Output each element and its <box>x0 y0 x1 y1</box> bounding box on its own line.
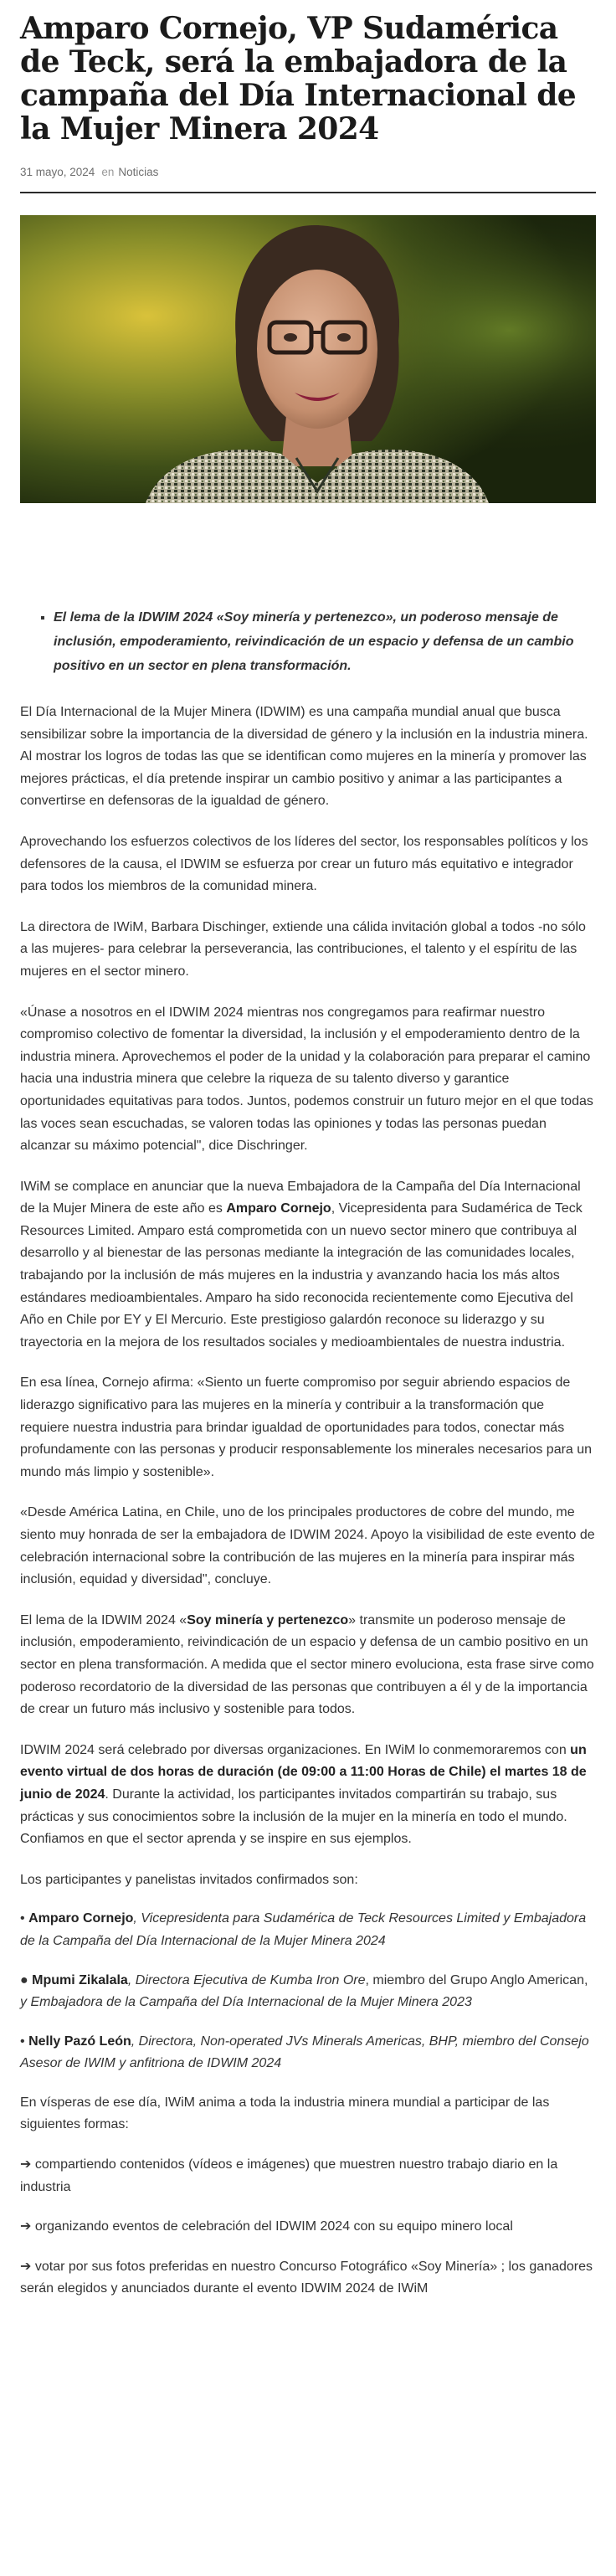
bold-name: Amparo Cornejo <box>226 1201 331 1216</box>
title-divider <box>20 192 596 193</box>
paragraph <box>20 1740 596 1851</box>
text-span: IDWIM 2024 será celebrado por diversas organizaciones. En IWiM lo conmemoraremos con <box>20 1742 571 1757</box>
paragraph <box>20 1176 596 1355</box>
publish-date[interactable]: 31 mayo, 2024 <box>20 166 95 178</box>
paragraph: «Únase a nosotros en el IDWIM 2024 mientras nos congregamos para reafirmar nuestro compromiso colectivo de fomentar la diversidad, la inclusión y el empoderamiento dentro de la industria minera. Aprovechemos el poder de la unidad y la colaboración para preparar el camino hacia una industria minera que celebre la riqueza de su talento diverso y garantice oportunidades equitativas para todos. Juntos, podemos construir un futuro mejor en el que todas las voces sean escuchadas, se valoren todas las opiniones y todas las personas puedan alcanzar su máximo potencial", dice Dischringer. <box>20 1005 593 1154</box>
closing-item <box>20 2215 596 2239</box>
bold-event-details: un evento virtual de dos horas de duración (de 09:00 a 11:00 Horas de Chile) el martes 18 de junio de 2024 <box>20 1742 587 1802</box>
text-span: » transmite un poderoso mensaje de inclusión, empoderamiento, reivindicación de un espacio y defensa de un cambio positivo en un sector en plena transformación. A medida que el sector minero evoluciona, esta frase sirve como poderoso recordatorio de la diversidad de las personas que contribuyen a él y de la importancia de crear un futuro más inclusivo y sostenible para todos. <box>20 1612 594 1717</box>
paragraph: Los participantes y panelistas invitados confirmados son: <box>20 1872 358 1887</box>
participant-item <box>20 2031 596 2075</box>
participant-role: , Directora Ejecutiva de Kumba Iron Ore <box>127 1972 366 1987</box>
paragraph: En esa línea, Cornejo afirma: «Siento un fuerte compromiso por seguir abriendo espacios de liderazgo significativo para las mujeres en la minería y contribuir a la transformación que requiere nuestra industria para brindar igualdad de oportunidades para todos, conectar más profundamente con las personas y producir responsablemente los minerales necesarios para un mundo más limpio y sostenible». <box>20 1375 593 1479</box>
closing-item-text: compartiendo contenidos (vídeos e imágenes) que muestren nuestro trabajo diario en la industria <box>20 2157 558 2194</box>
text-span: . Durante la actividad, los participantes invitados compartirán su trabajo, sus prácticas y sus conocimientos sobre la inclusión de la mujer en la minería en todo el mundo. Confiamos en que el sector aprenda y se inspire en sus ejemplos. <box>20 1787 567 1847</box>
bullet-marker: • <box>20 1911 25 1926</box>
participant-name: Nelly Pazó León <box>28 2034 131 2049</box>
article-meta <box>20 166 596 178</box>
participant-name: Amparo Cornejo <box>28 1911 134 1926</box>
paragraph: En vísperas de ese día, IWiM anima a toda la industria minera mundial a participar de las siguientes formas: <box>20 2095 550 2132</box>
paragraph: El Día Internacional de la Mujer Minera (IDWIM) es una campaña mundial anual que busca sensibilizar sobre la importancia de la diversidad de género y la inclusión en la industria minera. Al mostrar los logros de todas las que se identifican como mujeres en la minería y promover las mejores prácticas, el día pretende inspirar un cambio positivo y animar a las participantes a convertirse en defensoras de la igualdad de género. <box>20 705 588 809</box>
participant-item <box>20 1970 596 2014</box>
hero-portrait-image <box>20 215 596 503</box>
bullet-marker: ● <box>20 1972 28 1987</box>
article-title: Amparo Cornejo, VP Sudamérica de Teck, será la embajadora de la campaña del Día Internacional de la Mujer Minera 2024 <box>20 11 577 147</box>
paragraph <box>20 1610 596 1721</box>
paragraph: Aprovechando los esfuerzos colectivos de los líderes del sector, los responsables políticos y los defensores de la causa, el IDWIM se esfuerza por crear un futuro más equitativo e integrador para todos los miembros de la comunidad minera. <box>20 834 588 894</box>
bold-motto: Soy minería y pertenezco <box>187 1612 349 1627</box>
closing-item-text: organizando eventos de celebración del IDWIM 2024 con su equipo minero local <box>34 2219 513 2234</box>
participant-role: , Directora, Non-operated JVs Minerals Americas, BHP, miembro del Consejo Asesor de IWIM y anfitriona de IDWIM 2024 <box>20 2034 589 2071</box>
bullet-marker: • <box>20 2034 25 2049</box>
arrow-icon: ➔ <box>20 2257 32 2274</box>
category-link[interactable]: Noticias <box>118 166 159 178</box>
closing-item <box>20 2255 596 2301</box>
arrow-icon: ➔ <box>20 2156 32 2172</box>
lead-bullet-list <box>20 605 596 678</box>
article-body <box>20 605 596 2301</box>
text-span: , Vicepresidenta para Sudamérica de Teck Resources Limited. Amparo está comprometida con un nuevo sector minero que contribuya al desarrollo y al bienestar de las personas mediante la integración de las comunidades locales, trabajando por la inclusión de más mujeres en la industria y avanzando hacia los más altos estándares medioambientales. Amparo ha sido reconocida recientemente como Ejecutiva del Año en Chile por EY y El Mercurio. Este prestigioso galardón reconoce su liderazgo y su trayectoria en la mejora de los resultados sociales y medioambientales de nuestra industria. <box>20 1201 583 1350</box>
paragraph: «Desde América Latina, en Chile, uno de los principales productores de cobre del mundo, me siento muy honrada de ser la embajadora de IDWIM 2024. Apoyo la visibilidad de este evento de celebración internacional sobre la contribución de las mujeres en la minería para inspirar más inclusión, equidad y diversidad", concluye. <box>20 1505 595 1587</box>
participant-item <box>20 1908 596 1952</box>
lead-bullet-item: ▪ El lema de la IDWIM 2024 «Soy minería y pertenezco», un poderoso mensaje de inclusión, empoderamiento, reivindicación de un espacio y defensa de un cambio positivo en un sector en plena transformación. <box>54 605 596 678</box>
participant-name: Mpumi Zikalala <box>32 1972 128 1987</box>
participant-affiliation: , miembro del Grupo Anglo American, <box>365 1972 588 1987</box>
text-span: El lema de la IDWIM 2024 « <box>20 1612 187 1627</box>
meta-in-word: en <box>101 166 115 178</box>
closing-item-text: votar por sus fotos preferidas en nuestro Concurso Fotográfico «Soy Minería» ; los ganadores serán elegidos y anunciados durante el evento IDWIM 2024 de IWiM <box>20 2259 593 2296</box>
closing-item <box>20 2153 596 2198</box>
arrow-icon: ➔ <box>20 2218 32 2234</box>
paragraph: La directora de IWiM, Barbara Dischinger, extiende una cálida invitación global a todos -no sólo a las mujeres- para celebrar la perseverancia, las contribuciones, el talento y el espíritu de las mujeres en el sector minero. <box>20 919 586 979</box>
participant-role: y Embajadora de la Campaña del Día Internacional de la Mujer Minera 2023 <box>20 1995 472 2010</box>
participant-role: , Vicepresidenta para Sudamérica de Teck Resources Limited y Embajadora de la Campaña del Día Internacional de la Mujer Minera 2024 <box>20 1911 587 1948</box>
text-span: IWiM se complace en anunciar que la nueva Embajadora de la Campaña del Día Internacional de la Mujer Minera de este año es <box>20 1179 581 1216</box>
